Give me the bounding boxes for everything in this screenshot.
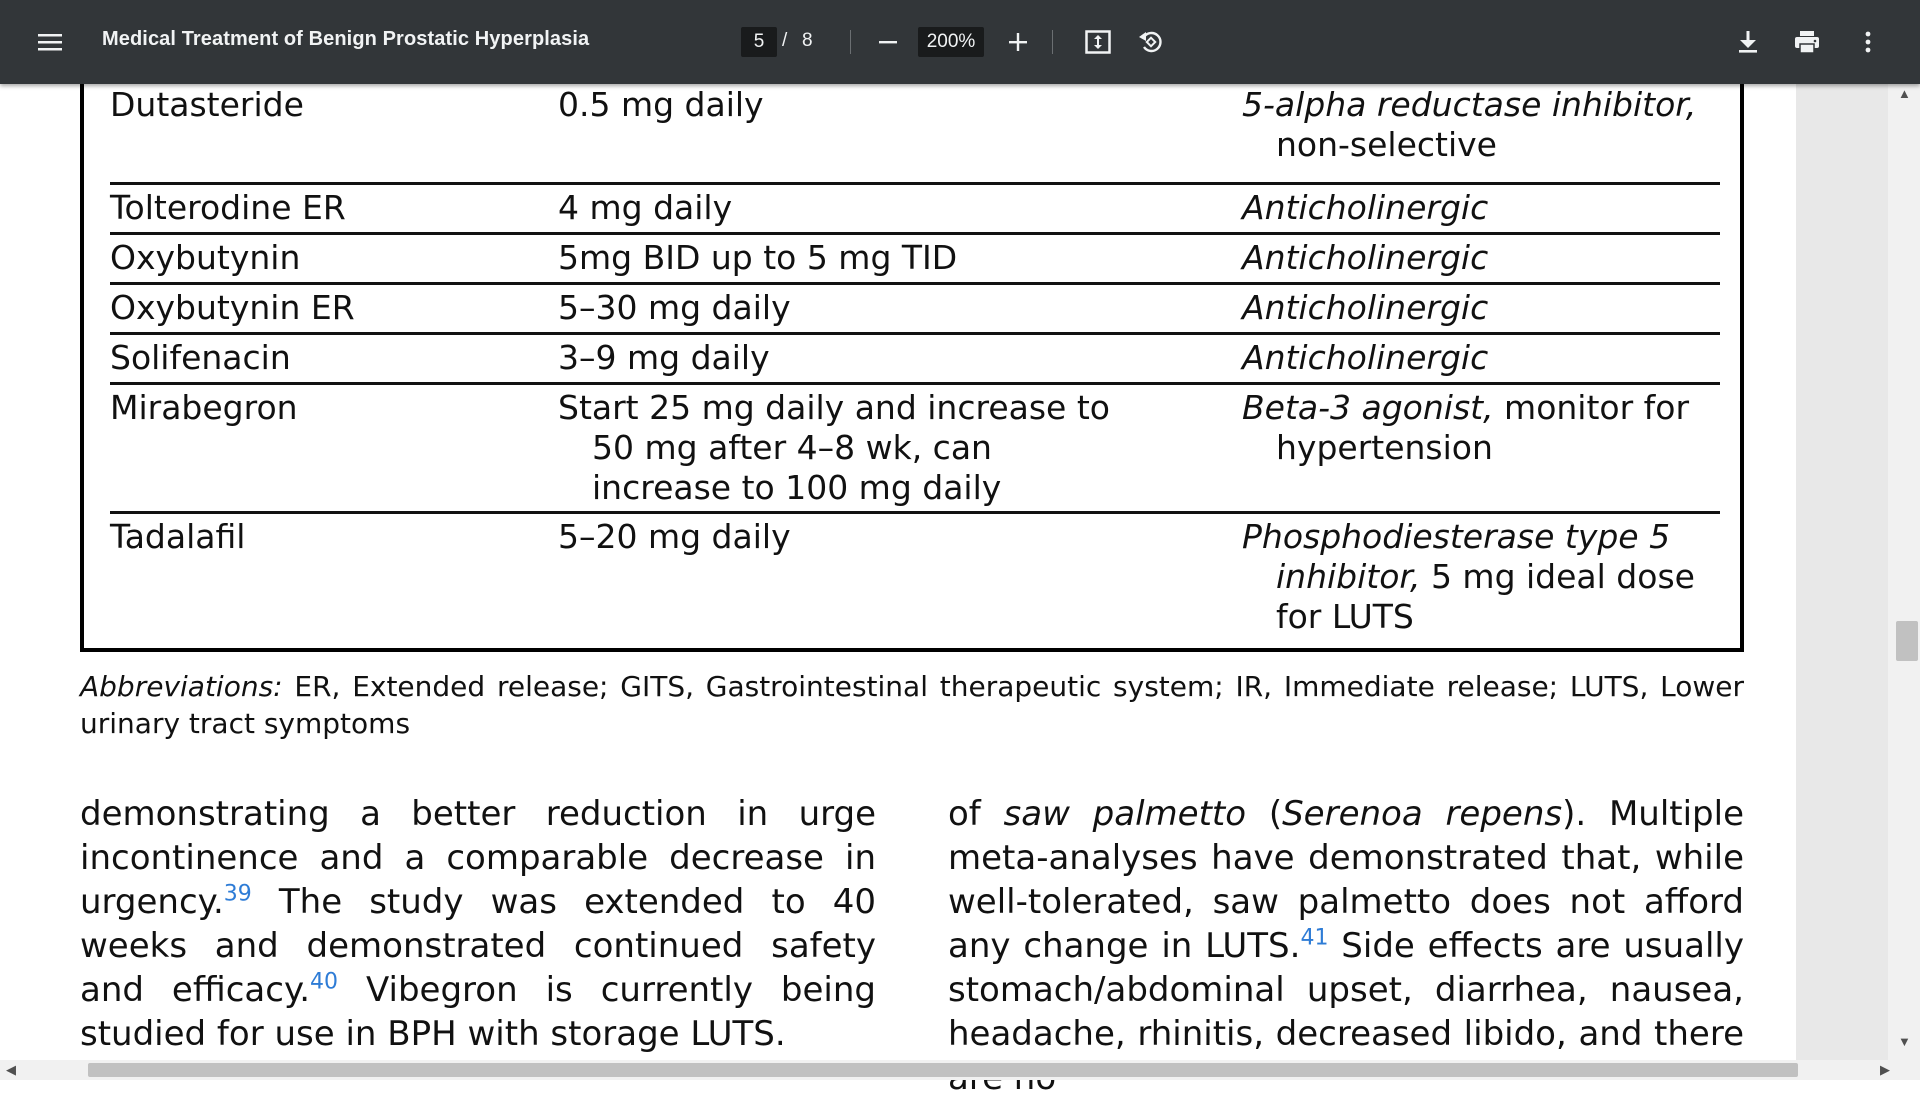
toolbar-divider (850, 30, 851, 54)
scroll-down-arrow-icon[interactable]: ▼ (1898, 1034, 1911, 1049)
drug-note: Anticholinergic (1242, 338, 1489, 377)
plus-icon[interactable] (998, 22, 1038, 62)
horizontal-scrollbar[interactable] (0, 1060, 1920, 1080)
fit-page-icon[interactable] (1078, 22, 1118, 62)
drug-name: Solifenacin (110, 338, 291, 377)
horizontal-scroll-thumb[interactable] (88, 1063, 1798, 1077)
zoom-level-input[interactable]: 200% (918, 27, 984, 57)
drug-dose: 3–9 mg daily (558, 338, 770, 377)
drug-note (1242, 517, 1746, 637)
drug-note-text: monitor for hypertension (1276, 388, 1690, 467)
toolbar-divider (1052, 30, 1053, 54)
drug-note-italic: Beta-3 agonist, (1242, 388, 1494, 427)
drug-dose: 4 mg daily (558, 188, 733, 227)
abbreviations-label: Abbreviations: (80, 670, 283, 703)
drug-note-text: non-selective (1276, 125, 1497, 164)
citation-link[interactable]: 41 (1300, 925, 1329, 951)
vertical-scroll-thumb[interactable] (1896, 621, 1918, 661)
body-text-italic: saw palmetto (1003, 794, 1247, 834)
table-row (110, 511, 1720, 636)
abbreviations-note (80, 668, 1744, 742)
scroll-track (1796, 84, 1888, 1060)
total-pages: 8 (802, 30, 813, 51)
pdf-toolbar (0, 0, 1920, 84)
hamburger-menu-icon[interactable] (30, 22, 70, 62)
download-icon[interactable] (1728, 22, 1768, 62)
document-title: Medical Treatment of Benign Prostatic Hyperplasia (102, 28, 590, 50)
drug-table (80, 44, 1744, 652)
drug-name: Mirabegron (110, 388, 298, 427)
body-text: of (948, 794, 1004, 834)
scroll-left-arrow-icon[interactable]: ◀ (6, 1062, 16, 1077)
rotate-icon[interactable] (1131, 22, 1171, 62)
more-vert-icon[interactable] (1848, 22, 1888, 62)
drug-note (1242, 85, 1746, 165)
citation-link[interactable]: 39 (223, 881, 252, 907)
body-text: Side effects are usually stomach/abdominal upset, diarrhea, nausea, headache, rhinitis, decreased libido, and there (948, 926, 1744, 1054)
drug-note: Anticholinergic (1242, 238, 1489, 277)
drug-name: Tolterodine ER (110, 188, 346, 227)
drug-name: Tadalafil (110, 517, 246, 556)
table-row (110, 332, 1720, 377)
body-column-right (948, 792, 1744, 1100)
body-text: ( (1246, 794, 1283, 834)
body-text: Vibegron is currently being studied for use in BPH with storage LUTS. (80, 970, 876, 1054)
drug-dose: 5–30 mg daily (558, 288, 791, 327)
drug-dose: 5mg BID up to 5 mg TID (558, 238, 958, 277)
body-text: demonstrating a better reduction in urge incontinence and a comparable decrease in urgency. (80, 794, 876, 922)
drug-note (1242, 388, 1746, 468)
document-viewer (0, 84, 1920, 1080)
minus-icon[interactable] (868, 22, 908, 62)
drug-note: Anticholinergic (1242, 288, 1489, 327)
drug-dose: Start 25 mg daily and increase to 50 mg after 4–8 wk, can increase to 100 mg daily (558, 388, 1110, 507)
scroll-right-arrow-icon[interactable]: ▶ (1880, 1062, 1890, 1077)
drug-name: Dutasteride (110, 85, 304, 124)
table-row (110, 182, 1720, 227)
scroll-up-arrow-icon[interactable]: ▲ (1898, 86, 1911, 101)
print-icon[interactable] (1787, 22, 1827, 62)
table-row (110, 232, 1720, 277)
drug-name: Oxybutynin (110, 238, 301, 277)
page-number-input[interactable]: 5 (741, 27, 777, 57)
drug-name: Oxybutynin ER (110, 288, 355, 327)
abbreviations-text: ER, Extended release; GITS, Gastrointestinal therapeutic system; IR, Immediate release; LUTS, Lower urinary tract symptoms (80, 670, 1744, 740)
drug-note: Anticholinergic (1242, 188, 1489, 227)
drug-dose: 5–20 mg daily (558, 517, 791, 556)
body-text: ). Multiple meta-analyses have demonstrated that, while well-tolerated, saw palmetto does not afford any change in LUTS. (948, 794, 1745, 966)
citation-link[interactable]: 40 (310, 969, 339, 995)
drug-note-text: 5 mg ideal dose for LUTS (1276, 557, 1695, 636)
body-text-italic: Serenoa repens (1282, 794, 1563, 834)
drug-dose: 0.5 mg daily (558, 85, 764, 124)
body-text: The study was extended to 40 weeks and demonstrated continued safety and efficacy. (80, 882, 876, 1010)
table-row (110, 382, 1720, 507)
vertical-scrollbar[interactable] (1796, 84, 1920, 1060)
pdf-page (0, 84, 1796, 1060)
table-row (110, 282, 1720, 327)
drug-note-italic: Phosphodiesterase type 5 inhibitor, (1242, 517, 1671, 596)
drug-note-italic: 5-alpha reductase inhibitor, (1242, 85, 1697, 124)
body-column-left (80, 792, 876, 1056)
page-separator: / (782, 30, 788, 51)
